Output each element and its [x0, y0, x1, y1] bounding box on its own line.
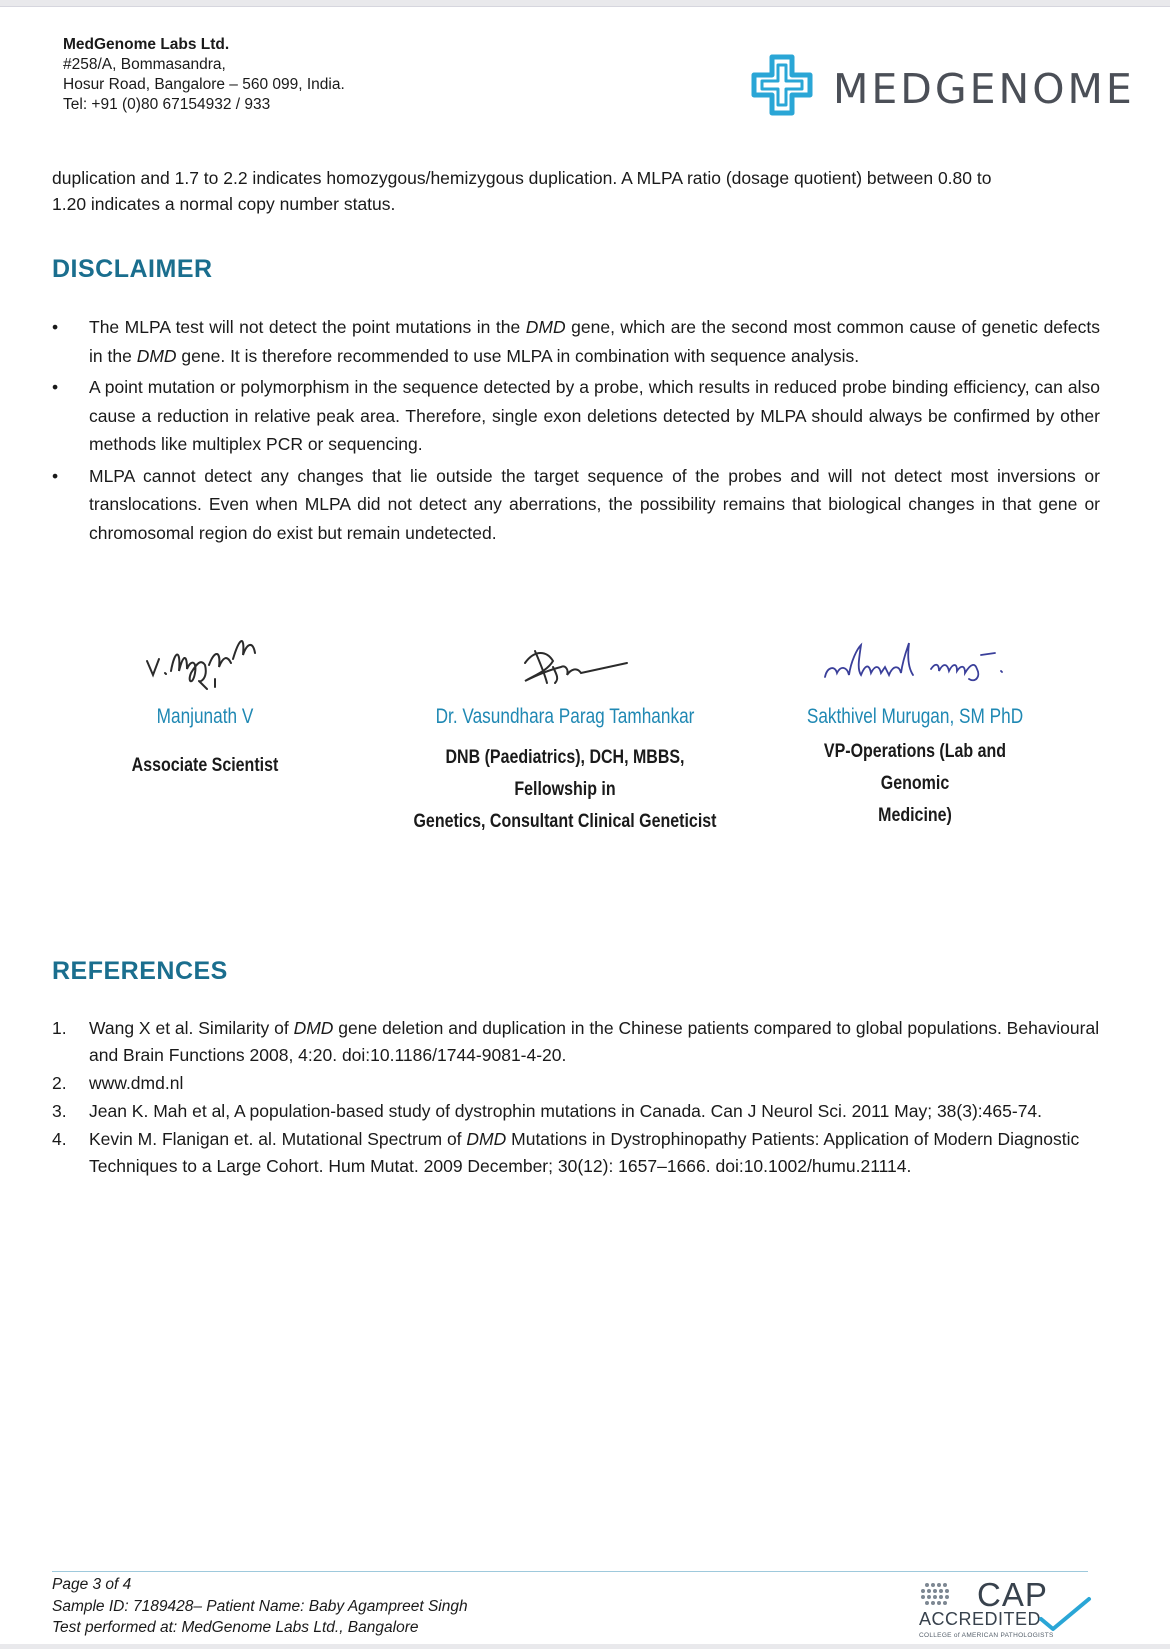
address-line: Hosur Road, Bangalore – 560 099, India. [63, 76, 345, 93]
reference-text: Kevin M. Flanigan et. al. Mutational Spectrum of [89, 1129, 467, 1149]
footer-divider [52, 1571, 1088, 1572]
handwritten-signature [495, 619, 635, 699]
reference-number: 1. [52, 1018, 67, 1038]
disclaimer-text: A point mutation or polymorphism in the sequence detected by a probe, which results in reduced probe binding efficiency, can also cause a reduction in relative peak area. Therefore, single exon deletions detected by MLPA should always be confirmed by other methods like multiplex PCR or sequencing. [89, 377, 1100, 454]
bullet-icon: • [52, 317, 59, 337]
signatory-role: DNB (Paediatrics), DCH, MBBS, Fellowship in [445, 746, 685, 800]
disclaimer-text: The MLPA test will not detect the point mutations in the [89, 317, 526, 337]
cap-subtitle: COLLEGE of AMERICAN PATHOLOGISTS [919, 1632, 1054, 1639]
gene-name: DMD [136, 345, 177, 366]
bullet-icon: • [52, 377, 59, 397]
reference-text: Wang X et al. Similarity of [89, 1018, 294, 1038]
disclaimer-item [52, 373, 1100, 459]
reference-number: 3. [52, 1101, 67, 1121]
intro-line: 1.20 indicates a normal copy number status. [52, 194, 396, 214]
references-heading: REFERENCES [52, 957, 228, 985]
signatory-role: Medicine) [878, 804, 952, 826]
reference-item [52, 1098, 1102, 1125]
disclaimer-item [52, 462, 1100, 548]
signatory-name: Manjunath V [156, 705, 254, 728]
gene-name: DMD [466, 1129, 507, 1149]
lab-address-block [63, 35, 345, 115]
cap-accredited-label: ACCREDITED [919, 1609, 1042, 1629]
address-line: #258/A, Bommasandra, [63, 56, 226, 73]
signatory-role: Genetics, Consultant Clinical Geneticist [413, 810, 717, 832]
reference-text: gene deletion and duplication in the Chinese patients compared to global populations. Behavioural and Brain Functions 2008, 4:20. doi:10.1186/1744-9081-4-20. [89, 1018, 1100, 1065]
disclaimer-heading: DISCLAIMER [52, 255, 213, 283]
medgenome-cross-icon [748, 51, 818, 121]
disclaimer-text: gene. It is therefore recommended to use MLPA in combination with sequence analysis. [176, 345, 860, 366]
reference-number: 4. [52, 1129, 67, 1149]
disclaimer-text: MLPA cannot detect any changes that lie outside the target sequence of the probes and will not detect most inversions or translocations. Even when MLPA did not detect any aberrations, the possibility remains that biological changes in that gene or chromosomal region do exist but remain undetected. [89, 465, 1100, 543]
cap-dot-grid-icon [917, 1579, 977, 1613]
reference-item [52, 1126, 1102, 1180]
gene-name: DMD [293, 1018, 334, 1038]
signatory-name: Sakthivel Murugan, SM PhD [806, 705, 1024, 728]
signatory-role: VP-Operations (Lab and Genomic [823, 740, 1007, 794]
company-name: MedGenome Labs Ltd. [63, 36, 230, 53]
handwritten-signature [135, 619, 275, 699]
intro-line: duplication and 1.7 to 2.2 indicates homozygous/hemizygous duplication. A MLPA ratio (dosage quotient) between 0.80 to [52, 168, 992, 188]
logo-wordmark: MEDGENOME [833, 65, 1135, 113]
phone-line: Tel: +91 (0)80 67154932 / 933 [63, 96, 271, 113]
signatory-2 [380, 619, 750, 837]
gene-name: DMD [525, 317, 566, 337]
signatory-role: Associate Scientist [131, 754, 279, 776]
disclaimer-item [52, 313, 1100, 370]
disclaimer-text: gene, which are the second most common cause of genetic defects in the [89, 317, 1100, 366]
signatory-3 [770, 619, 1060, 831]
sample-info: Sample ID: 7189428– Patient Name: Baby Agampreet Singh [52, 1597, 468, 1615]
intro-paragraph [52, 165, 1102, 217]
reference-text: Jean K. Mah et al, A population-based study of dystrophin mutations in Canada. Can J Neurol Sci. 2011 May; 38(3):465-74. [89, 1101, 1043, 1121]
performed-at: Test performed at: MedGenome Labs Ltd., Bangalore [52, 1619, 419, 1636]
disclaimer-list [52, 313, 1100, 550]
report-page [0, 6, 1170, 1644]
checkmark-icon [1035, 1593, 1095, 1633]
cap-accredited-badge [917, 1576, 1092, 1643]
reference-link[interactable]: www.dmd.nl [89, 1073, 184, 1093]
signatory-name: Dr. Vasundhara Parag Tamhankar [435, 705, 695, 728]
medgenome-logo [748, 51, 1135, 131]
signatory-1 [95, 619, 315, 781]
handwritten-signature [805, 619, 1025, 699]
cap-wordmark: CAP [977, 1576, 1048, 1613]
reference-number: 2. [52, 1073, 67, 1093]
page-footer [52, 1574, 468, 1639]
page-number: Page 3 of 4 [52, 1576, 132, 1593]
bullet-icon: • [52, 465, 59, 486]
reference-item [52, 1015, 1102, 1069]
references-list [52, 1015, 1102, 1181]
reference-item [52, 1070, 1102, 1097]
reference-text: Mutations in Dystrophinopathy Patients: Application of Modern Diagnostic Techniques to a Large Cohort. Hum Mutat. 2009 December; 30(12): 1657–1666. doi:10.1002/humu.21114. [89, 1129, 1080, 1176]
